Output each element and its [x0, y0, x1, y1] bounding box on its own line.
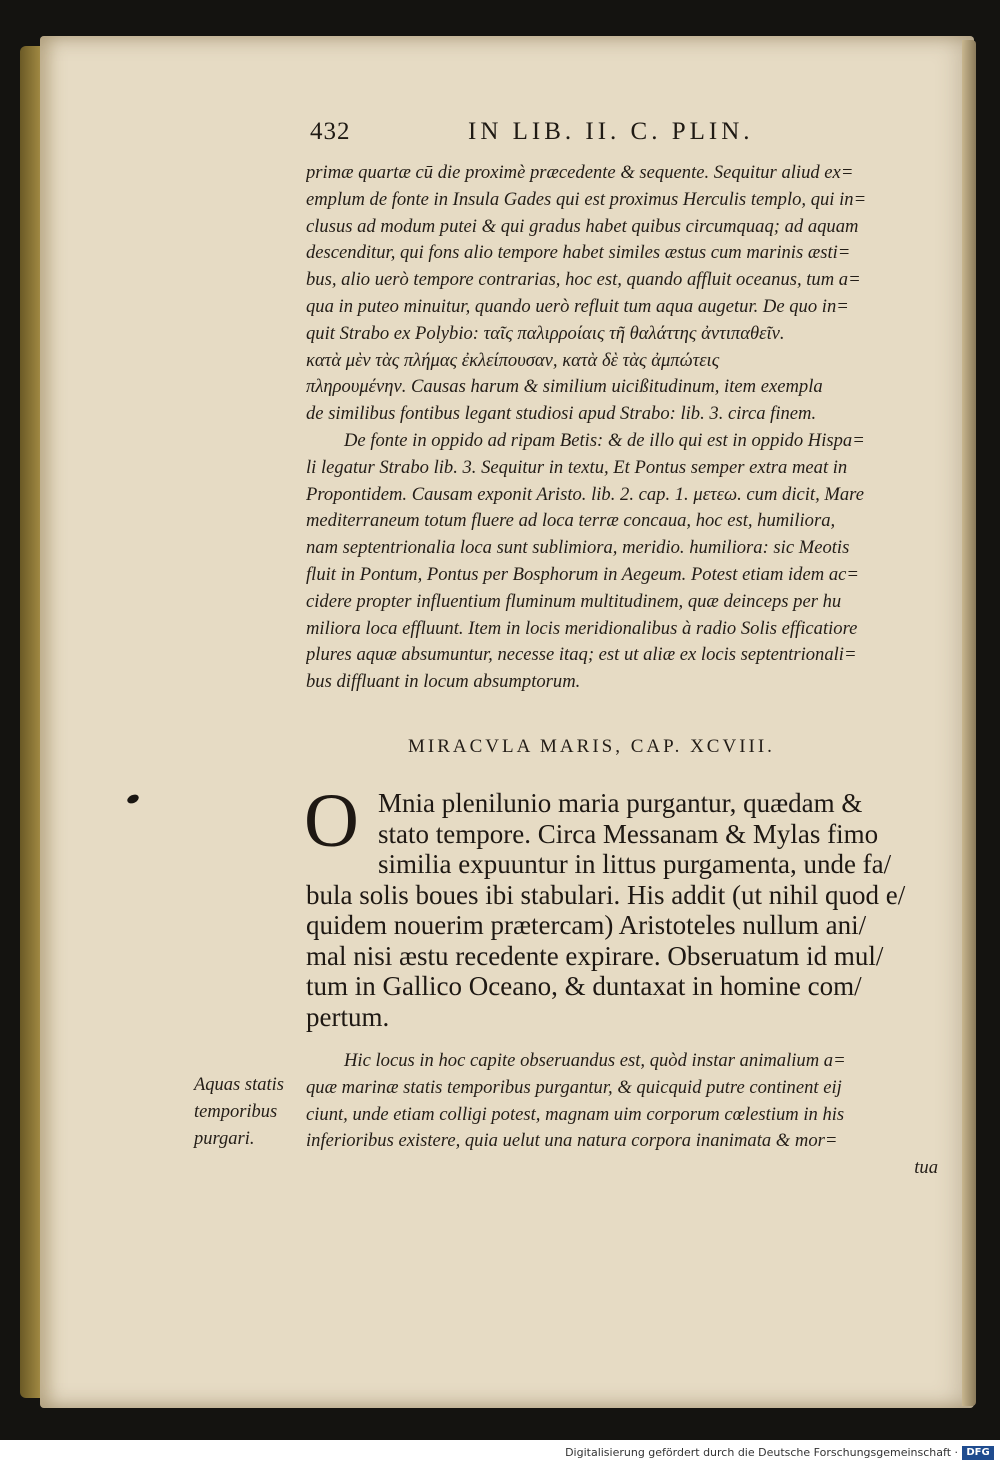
chapter-heading: MIRACVLA MARIS, CAP. XCVIII. — [408, 736, 775, 757]
commentary-line: quit Strabo ex Polybio: ταῖς παλιρροίαις τῆ θαλάττης ἀντιπαθεῖν. — [306, 322, 785, 344]
commentary-line: inferioribus existere, quia uelut una natura corpora inanimata & mor= — [306, 1130, 838, 1152]
commentary-line: πληρουμένην. Causas harum & similium uicißitudinum, item exempla — [306, 376, 823, 398]
marginal-note-line: temporibus — [194, 1102, 278, 1122]
page-number: 432 — [310, 118, 351, 145]
commentary-line: quæ marinæ statis temporibus purgantur, & quicquid putre continent eij — [306, 1076, 842, 1098]
commentary-line: Hic locus in hoc capite obseruandus est, quòd instar animalium a= — [344, 1050, 846, 1071]
marginal-note — [194, 1072, 304, 1153]
main-text-line: tum in Gallico Oceano, & duntaxat in homine com/ — [306, 971, 862, 1001]
commentary-line: qua in puteo minuitur, quando uerò refluit tum aqua augetur. De quo in= — [306, 295, 849, 317]
commentary-line: cidere propter influentium fluminum multitudinem, quæ deinceps per hu — [306, 590, 842, 612]
main-text-line: pertum. — [306, 1001, 390, 1032]
commentary-top — [306, 160, 938, 696]
commentary-line: descenditur, qui fons alio tempore habet similes æstus cum marinis æsti= — [306, 242, 851, 264]
main-text-line: mal nisi æstu recedente expirare. Obseruatum id mul/ — [306, 940, 884, 971]
dfg-logo: DFG — [962, 1446, 994, 1460]
main-text-line: quidem nouerim prætercam) Aristoteles nullum ani/ — [306, 910, 867, 940]
catchword: tua — [914, 1157, 938, 1179]
commentary-line: fluit in Pontum, Pontus per Bosphorum in Aegeum. Potest etiam idem ac= — [306, 563, 859, 585]
main-text-line: stato tempore. Circa Messanam & Mylas fimo — [378, 818, 879, 849]
commentary-line: miliora loca effluunt. Item in locis meridionalibus à radio Solis efficatiore — [306, 617, 858, 639]
marginal-note-line: purgari. — [194, 1129, 255, 1149]
main-text — [304, 779, 946, 1032]
commentary-bottom — [306, 1048, 938, 1182]
commentary-line: nam septentrionalia loca sunt sublimiora, meridio. humiliora: sic Meotis — [306, 537, 850, 559]
commentary-line: plures aquæ absumuntur, necesse itaq; est ut aliæ ex locis septentrionali= — [306, 644, 857, 666]
footer-credit: Digitalisierung gefördert durch die Deutsche Forschungsgemeinschaft · — [565, 1446, 958, 1459]
commentary-line: bus, alio uerò tempore contrarias, hoc est, quando affluit oceanus, tum a= — [306, 269, 861, 291]
commentary-line: Propontidem. Causam exponit Aristo. lib. 2. cap. 1. μετεω. cum dicit, Mare — [306, 483, 864, 505]
drop-cap: O — [304, 779, 359, 863]
commentary-line: de similibus fontibus legant studiosi apud Strabo: lib. 3. circa finem. — [306, 403, 817, 425]
main-text-line: similia expuuntur in littus purgamenta, unde fa/ — [378, 849, 892, 879]
commentary-line: emplum de fonte in Insula Gades qui est proximus Herculis templo, qui in= — [306, 188, 867, 210]
commentary-line: mediterraneum totum fluere ad loca terræ concaua, hoc est, humiliora, — [306, 510, 836, 532]
commentary-line: ciunt, unde etiam colligi potest, magnam uim corporum cœlestium in his — [306, 1103, 845, 1125]
commentary-line: κατὰ μὲν τὰς πλήμας ἐκλείπουσαν, κατὰ δὲ τὰς ἀμπώτεις — [306, 349, 720, 371]
commentary-line: De fonte in oppido ad ripam Betis: & de illo qui est in oppido Hispa= — [344, 429, 865, 451]
commentary-line: primæ quartæ cū die proximè præcedente & sequente. Sequitur aliud ex= — [306, 162, 854, 183]
marginal-note-line: Aquas statis — [194, 1075, 284, 1095]
commentary-line: li legatur Strabo lib. 3. Sequitur in textu, Et Pontus semper extra meat in — [306, 456, 848, 478]
commentary-line: bus diffluant in locum absumptorum. — [306, 671, 581, 693]
page-edge — [962, 40, 976, 1406]
commentary-line: clusus ad modum putei & qui gradus habet quibus circumquaq; ad aquam — [306, 215, 859, 237]
main-text-line: bula solis boues ibi stabulari. His addit (ut nihil quod e/ — [306, 879, 906, 910]
main-text-line: Mnia plenilunio maria purgantur, quædam & — [378, 788, 863, 818]
running-head: IN LIB. II. C. PLIN. — [468, 118, 754, 145]
page-header — [310, 118, 950, 152]
